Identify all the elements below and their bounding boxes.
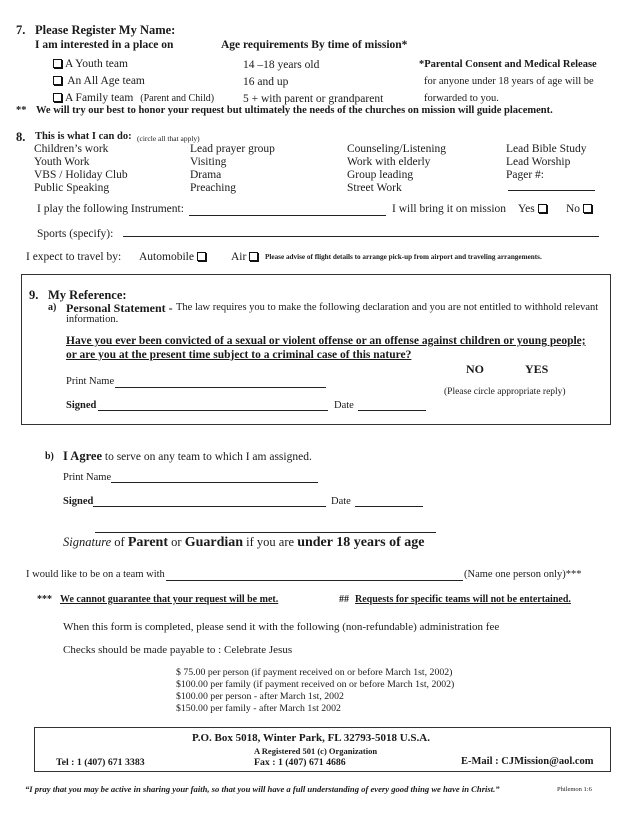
date-label: Date: [334, 400, 354, 411]
answer-no[interactable]: NO: [466, 362, 484, 376]
signature-field[interactable]: [93, 506, 326, 507]
telephone: Tel : 1 (407) 671 3383: [56, 757, 145, 768]
skill-item[interactable]: Lead prayer group: [190, 143, 275, 155]
placement-note: We will try our best to honor your request but ultimately the needs of the churches on mission will guide placement.: [36, 105, 553, 116]
guarantee-note: We cannot guarantee that your request will be met.: [60, 594, 279, 605]
section-title: Please Register My Name:: [35, 23, 176, 37]
fee-item: $100.00 per person - after March 1st, 2002: [176, 691, 344, 702]
personal-statement-text: information.: [66, 314, 119, 325]
agree-statement: I Agree to serve on any team to which I am assigned.: [63, 449, 312, 463]
team-option-all-age[interactable]: An All Age team: [53, 75, 145, 87]
print-name-field[interactable]: [111, 482, 318, 483]
date-field[interactable]: [358, 410, 426, 411]
date-field[interactable]: [355, 506, 423, 507]
interest-label: I am interested in a place on: [35, 39, 174, 51]
organization-status: A Registered 501 (c) Organization: [254, 746, 378, 756]
age-requirement: 14 –18 years old: [243, 59, 320, 71]
travel-automobile-option[interactable]: Automobile: [139, 251, 209, 263]
checkbox-icon[interactable]: [53, 76, 62, 85]
note-marker: ***: [37, 594, 52, 605]
age-requirement: 16 and up: [243, 76, 289, 88]
section-title: My Reference:: [48, 288, 127, 302]
team-request-field[interactable]: [166, 580, 463, 581]
team-request-suffix: (Name one person only)***: [464, 569, 582, 580]
circle-reply-note: (Please circle appropriate reply): [444, 387, 566, 397]
skill-item[interactable]: Drama: [190, 169, 222, 181]
section-number: 8.: [16, 130, 26, 144]
skill-item[interactable]: Lead Bible Study: [506, 143, 587, 155]
age-requirements-label: Age requirements By time of mission*: [221, 39, 408, 51]
section-subtitle: (circle all that apply): [137, 134, 200, 143]
skill-item[interactable]: Youth Work: [34, 156, 90, 168]
print-name-label: Print Name: [66, 376, 115, 387]
signed-label: Signed: [63, 496, 94, 507]
fee-item: $100.00 per family (if payment received on or before March 1st, 2002): [176, 679, 455, 690]
instrument-label: I play the following Instrument:: [37, 203, 184, 215]
personal-statement-text: The law requires you to make the following declaration and you are not entitled to withhold relevant: [176, 302, 599, 313]
conviction-question: Have you ever been convicted of a sexual or violent offense or an offense against children or young people;: [66, 335, 586, 347]
flight-note: Please advise of flight details to arrange pick-up from airport and traveling arrangements.: [265, 253, 542, 261]
fee-item: $150.00 per family - after March 1st 2002: [176, 703, 341, 714]
conviction-question: or are you at the present time subject to a criminal case of this nature?: [66, 349, 412, 361]
section-number: 7.: [16, 23, 26, 37]
skill-item[interactable]: Children’s work: [34, 143, 109, 155]
travel-air-option[interactable]: Air: [231, 251, 261, 263]
checkbox-icon[interactable]: [538, 204, 547, 213]
sports-label: Sports (specify):: [37, 228, 114, 240]
consent-text: for anyone under 18 years of age will be: [424, 76, 594, 87]
skill-item[interactable]: Street Work: [347, 182, 402, 194]
skill-item[interactable]: Public Speaking: [34, 182, 110, 194]
checkbox-icon[interactable]: [197, 252, 206, 261]
print-name-field[interactable]: [115, 387, 326, 388]
bring-yes-option[interactable]: Yes: [518, 203, 550, 215]
consent-text: forwarded to you.: [424, 93, 499, 104]
guardian-signature-field[interactable]: [95, 532, 436, 533]
fee-item: $ 75.00 per person (if payment received on or before March 1st, 2002): [176, 667, 453, 678]
personal-statement-title: Personal Statement -: [66, 301, 173, 315]
payable-to: Checks should be made payable to : Celebrate Jesus: [63, 644, 293, 656]
bring-no-option[interactable]: No: [566, 203, 595, 215]
travel-label: I expect to travel by:: [26, 251, 122, 263]
pager-label: Pager #:: [506, 169, 545, 181]
pager-field[interactable]: [508, 190, 595, 191]
checkbox-icon[interactable]: [583, 204, 592, 213]
skill-item[interactable]: Preaching: [190, 182, 236, 194]
note-marker: ##: [339, 594, 349, 605]
date-label: Date: [331, 496, 351, 507]
skill-item[interactable]: Group leading: [347, 169, 414, 181]
answer-yes[interactable]: YES: [525, 362, 549, 376]
skill-item[interactable]: Lead Worship: [506, 156, 571, 168]
skill-item[interactable]: Work with elderly: [347, 156, 431, 168]
checkbox-icon[interactable]: [249, 252, 258, 261]
skill-item[interactable]: VBS / Holiday Club: [34, 169, 128, 181]
signed-label: Signed: [66, 400, 97, 411]
signature-field[interactable]: [98, 410, 328, 411]
specific-teams-note: Requests for specific teams will not be entertained.: [355, 594, 571, 605]
team-request-label: I would like to be on a team with: [26, 569, 165, 580]
email-link[interactable]: E-Mail : CJMission@aol.com: [461, 756, 594, 767]
bring-instrument-label: I will bring it on mission: [392, 203, 507, 215]
team-option-youth[interactable]: A Youth team: [53, 58, 128, 70]
age-requirement: 5 + with parent or grandparent: [243, 93, 384, 105]
fax: Fax : 1 (407) 671 4686: [254, 757, 346, 768]
fee-intro: When this form is completed, please send it with the following (non-refundable) administration fee: [63, 621, 500, 633]
sports-field[interactable]: [123, 236, 599, 237]
mailing-address: P.O. Box 5018, Winter Park, FL 32793-5018 U.S.A.: [192, 732, 430, 744]
section-number: 9.: [29, 288, 39, 302]
subsection-marker: b): [45, 451, 54, 462]
consent-title: *Parental Consent and Medical Release: [419, 59, 597, 70]
placement-marker: **: [16, 105, 27, 116]
subsection-marker: a): [48, 302, 57, 313]
skill-item[interactable]: Visiting: [190, 156, 227, 168]
instrument-field[interactable]: [189, 215, 386, 216]
guardian-signature-label: Signature of Parent or Guardian if you are under 18 years of age: [63, 535, 425, 550]
section-title: This is what I can do:: [35, 131, 132, 142]
checkbox-icon[interactable]: [53, 93, 62, 102]
checkbox-icon[interactable]: [53, 59, 62, 68]
scripture-reference: Philemon 1:6: [557, 786, 592, 793]
print-name-label: Print Name: [63, 472, 112, 483]
team-option-family[interactable]: A Family team (Parent and Child): [53, 92, 214, 104]
skill-item[interactable]: Counseling/Listening: [347, 143, 447, 155]
scripture-quote: “I pray that you may be active in sharing your faith, so that you will have a full understanding of every good thing we have in Christ.”: [25, 784, 500, 794]
